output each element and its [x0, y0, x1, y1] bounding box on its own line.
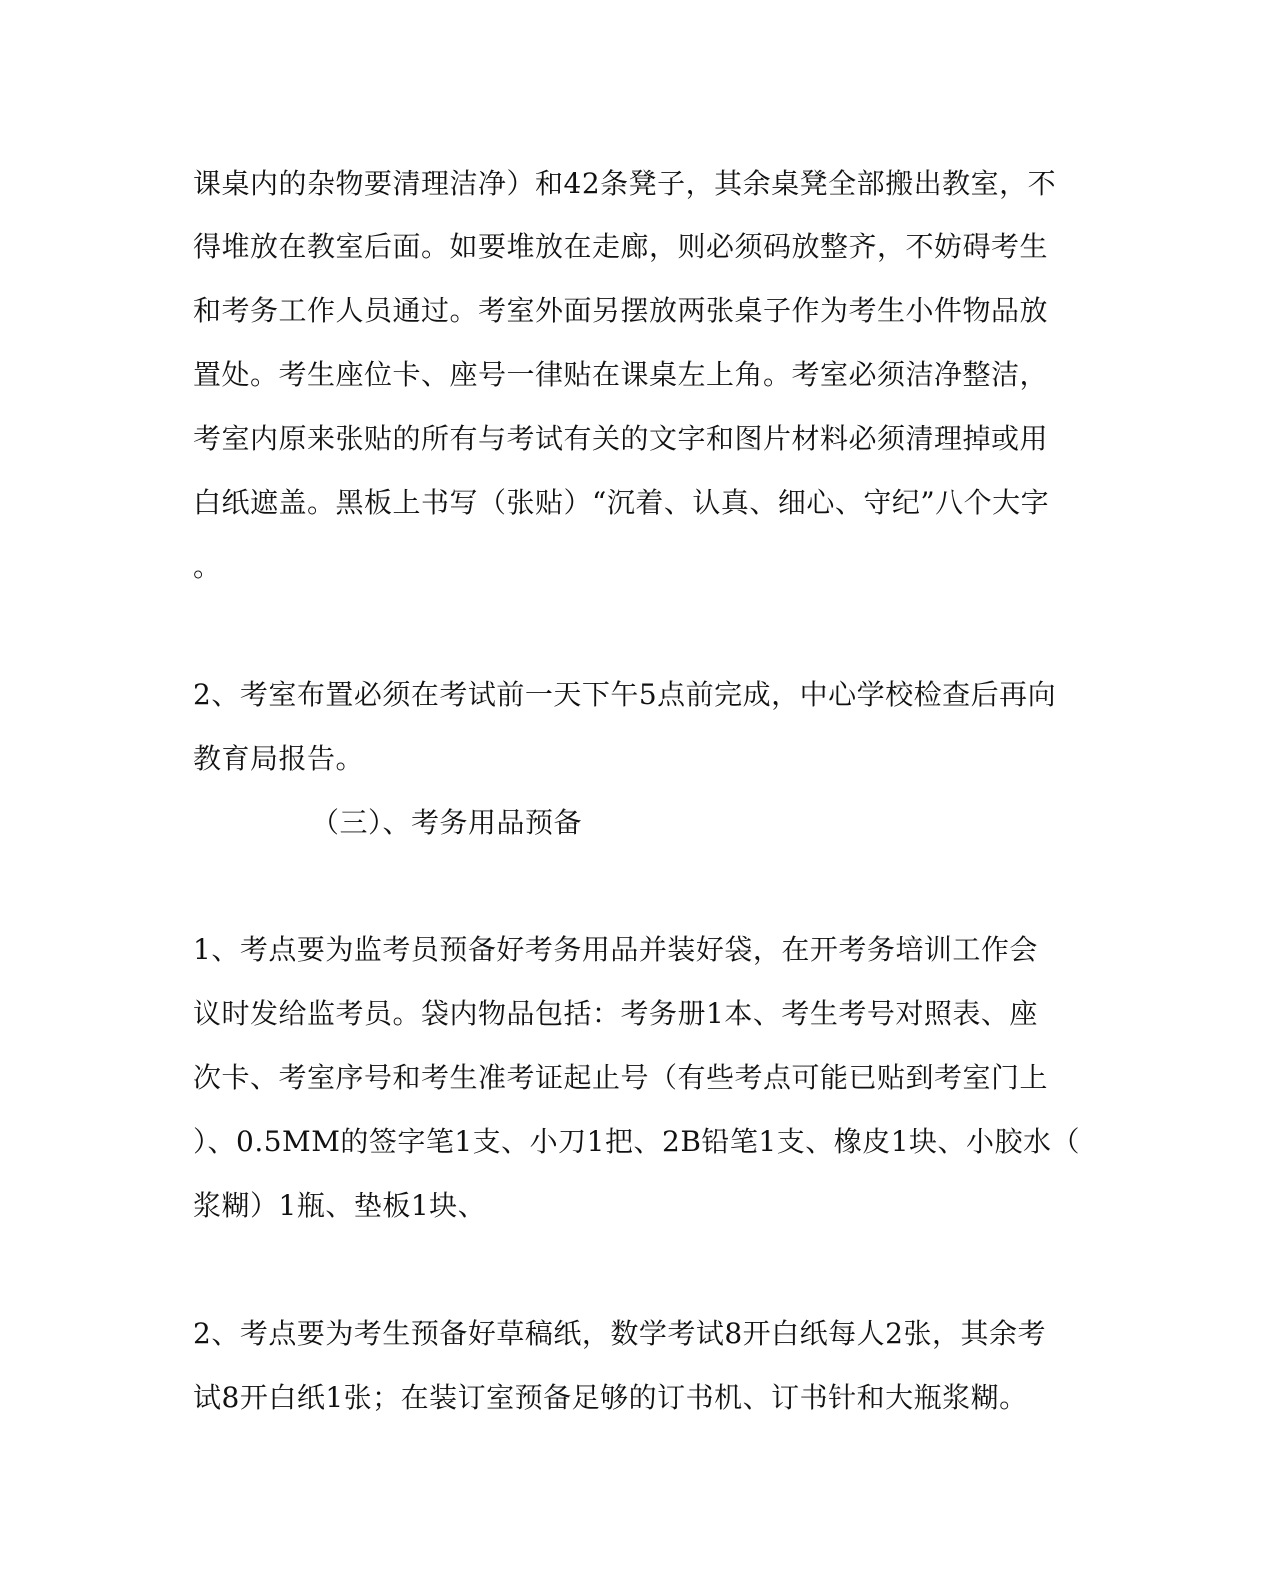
paragraph-line: 。	[193, 550, 222, 583]
paragraph-line: ）、0.5MM的签字笔1支、小刀1把、2B铅笔1支、橡皮1块、小胶水（	[193, 1125, 1081, 1158]
paragraph-line: 2、考点要为考生预备好草稿纸，数学考试8开白纸每人2张，其余考	[193, 1317, 1046, 1350]
paragraph-line: 课桌内的杂物要清理洁净）和42条凳子，其余桌凳全部搬出教室，不	[193, 167, 1057, 200]
paragraph-line: 次卡、考室序号和考生准考证起止号（有些考点可能已贴到考室门上	[193, 1061, 1049, 1094]
paragraph-line: 和考务工作人员通过。考室外面另摆放两张桌子作为考生小件物品放	[193, 294, 1049, 327]
paragraph-line: 浆糊）1瓶、垫板1块、	[193, 1189, 487, 1222]
paragraph-line: 白纸遮盖。黑板上书写（张贴）“沉着、认真、细心、守纪”八个大字	[193, 486, 1050, 519]
paragraph-line: 考室内原来张贴的所有与考试有关的文字和图片材料必须清理掉或用	[193, 422, 1049, 455]
paragraph-line: 得堆放在教室后面。如要堆放在走廊，则必须码放整齐，不妨碍考生	[193, 230, 1049, 263]
paragraph-line: 试8开白纸1张；在装订室预备足够的订书机、订书针和大瓶浆糊。	[193, 1381, 1028, 1414]
paragraph-line: 教育局报告。	[193, 742, 365, 775]
paragraph-line: 1、考点要为监考员预备好考务用品并装好袋，在开考务培训工作会	[193, 933, 1038, 966]
paragraph-line: 置处。考生座位卡、座号一律贴在课桌左上角。考室必须洁净整洁，	[193, 358, 1049, 391]
paragraph-line: 议时发给监考员。袋内物品包括：考务册1本、考生考号对照表、座	[193, 997, 1038, 1030]
section-heading: （三）、考务用品预备	[311, 806, 583, 839]
paragraph-line: 2、考室布置必须在考试前一天下午5点前完成，中心学校检查后再向	[193, 678, 1057, 711]
